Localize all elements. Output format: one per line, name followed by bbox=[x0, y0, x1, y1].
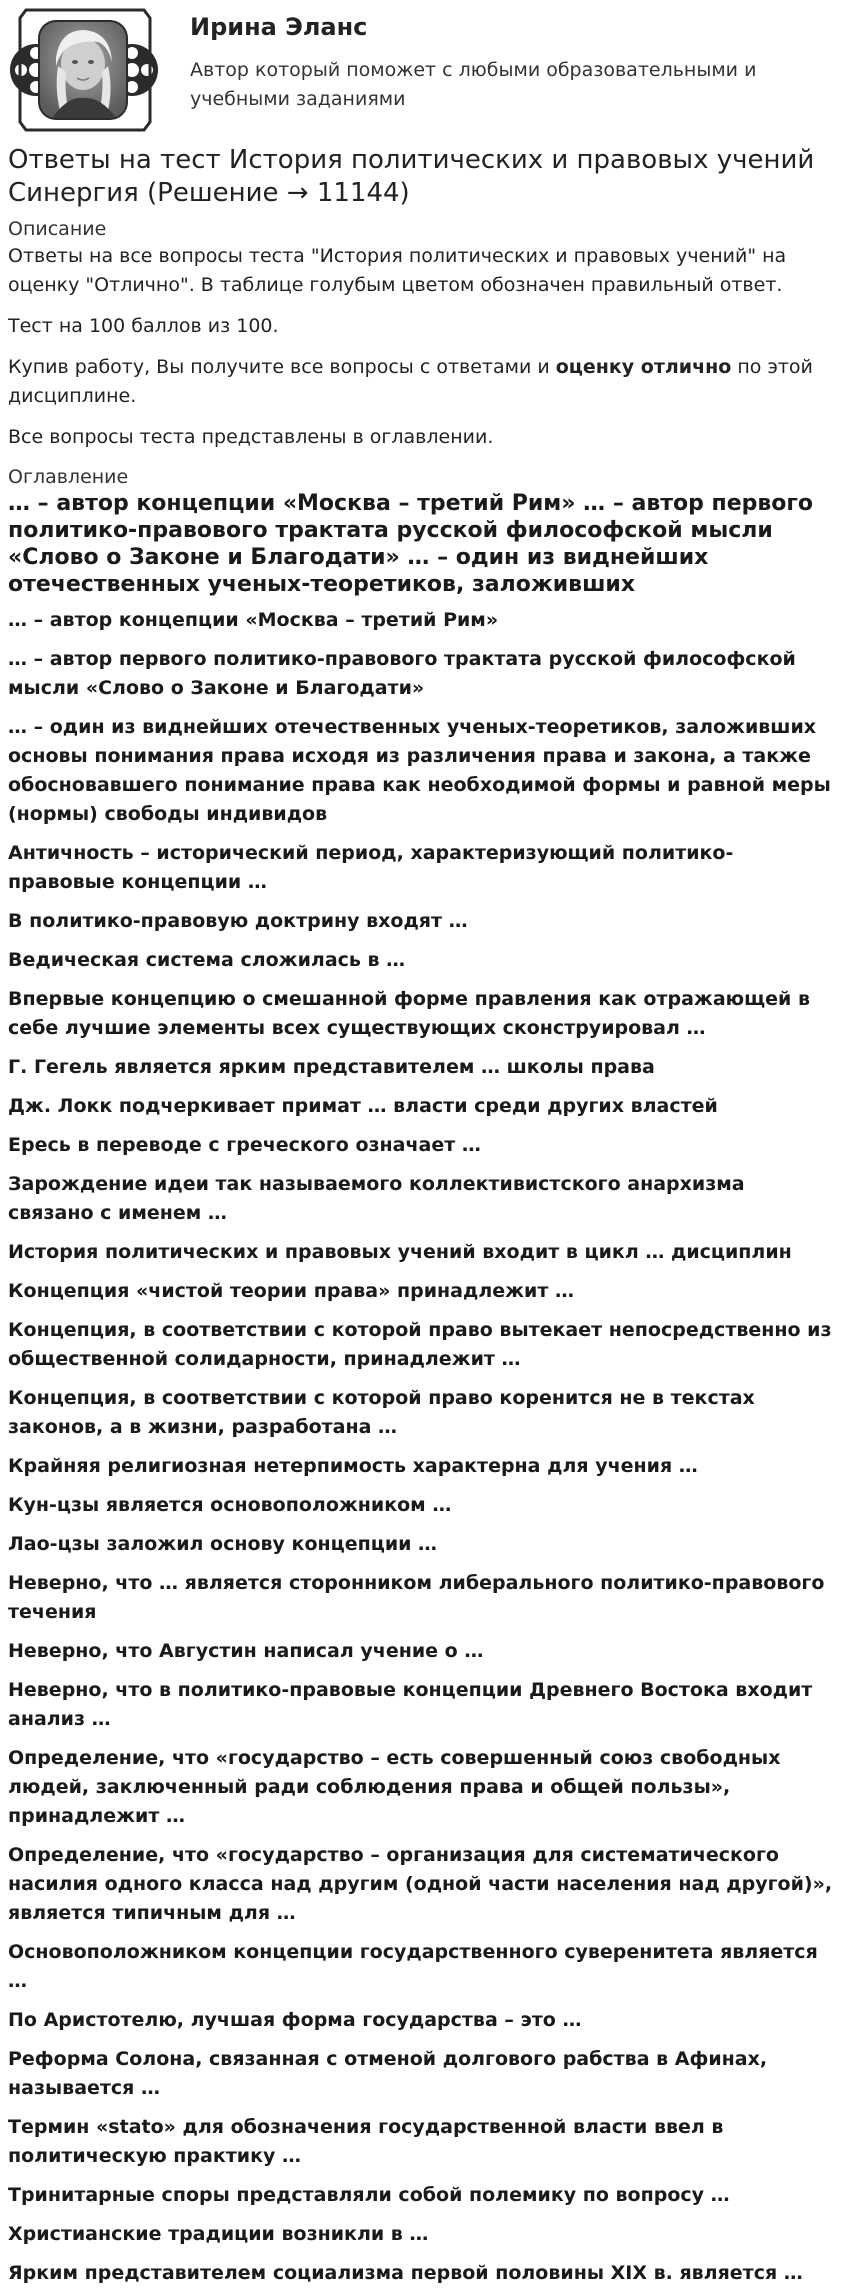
toc-list bbox=[8, 606, 835, 2288]
toc-item[interactable]: Г. Гегель является ярким представителем … школы права bbox=[8, 1056, 655, 1078]
toc-item[interactable]: Неверно, что в политико-правовые концепции Древнего Востока входит анализ … bbox=[8, 1679, 813, 1730]
toc-item[interactable]: Ведическая система сложилась в … bbox=[8, 949, 406, 971]
author-name[interactable]: Ирина Эланс bbox=[190, 13, 368, 41]
toc-item[interactable]: Зарождение идеи так называемого коллективистского анархизма связано с именем … bbox=[8, 1173, 745, 1224]
toc-item[interactable]: Лао-цзы заложил основу концепции … bbox=[8, 1533, 438, 1555]
toc-item[interactable]: Античность – исторический период, характеризующий политико-правовые концепции … bbox=[8, 842, 734, 893]
portrait-photo bbox=[40, 22, 126, 118]
toc-item[interactable]: Основоположником концепции государственного суверенитета является … bbox=[8, 1941, 818, 1992]
toc-item[interactable]: Ересь в переводе с греческого означает … bbox=[8, 1134, 481, 1156]
purchase-text bbox=[8, 353, 835, 411]
author-description: Автор который поможет с любыми образовательными и учебными заданиями bbox=[190, 59, 757, 110]
toc-item[interactable]: … – автор концепции «Москва – третий Рим» bbox=[8, 609, 499, 631]
author-card bbox=[8, 0, 835, 142]
description-text: Ответы на все вопросы теста "История политических и правовых учений" на оценку "Отлично". В таблице голубым цветом обозначен правильный ответ. bbox=[8, 245, 787, 296]
description-label: Описание bbox=[8, 218, 107, 240]
toc-item[interactable]: Неверно, что Августин написал учение о … bbox=[8, 1640, 484, 1662]
toc-note: Все вопросы теста представлены в оглавлении. bbox=[8, 426, 494, 448]
toc-item[interactable]: Крайняя религиозная нетерпимость характерна для учения … bbox=[8, 1455, 698, 1477]
toc-item[interactable]: Концепция, в соответствии с которой право коренится не в текстах законов, а в жизни, разработана … bbox=[8, 1387, 755, 1438]
toc-item[interactable]: … – автор первого политико-правового трактата русской философской мысли «Слово о Законе и Благодати» bbox=[8, 648, 796, 699]
purchase-text-bold: оценку отлично bbox=[555, 356, 732, 378]
toc-item[interactable]: Определение, что «государство – организация для систематического насилия одного класса над другим (одной части населения над другой)», является типичным для … bbox=[8, 1844, 833, 1924]
author-avatar[interactable] bbox=[8, 6, 160, 134]
toc-item[interactable]: Впервые концепцию о смешанной форме правления как отражающей в себе лучшие элементы всех существующих сконструировал … bbox=[8, 988, 810, 1039]
toc-item[interactable]: Концепция, в соответствии с которой право вытекает непосредственно из общественной солидарности, принадлежит … bbox=[8, 1319, 832, 1370]
toc-item[interactable]: Христианские традиции возникли в … bbox=[8, 2223, 429, 2245]
toc-item[interactable]: Определение, что «государство – есть совершенный союз свободных людей, заключенный ради соблюдения права и общей пользы», принадлежит … bbox=[8, 1747, 781, 1827]
toc-heading[interactable]: … – автор концепции «Москва – третий Рим» … – автор первого политико-правового трактата русской философской мысли «Слово о Законе и Благодати» … – один из виднейших отечественных ученых-теоретиков, заложивших bbox=[8, 491, 814, 597]
toc-item[interactable]: По Аристотелю, лучшая форма государства – это … bbox=[8, 2009, 582, 2031]
toc-item[interactable]: Ярким представителем социализма первой половины XIX в. является … bbox=[8, 2262, 803, 2284]
toc-item[interactable]: … – один из виднейших отечественных ученых-теоретиков, заложивших основы понимания права исходя из различения права и закона, а также обосновавшего понимание права как необходимой формы и равной меры (нормы) свободы индивидов bbox=[8, 716, 831, 825]
toc-item[interactable]: Кун-цзы является основоположником … bbox=[8, 1494, 452, 1516]
toc-item[interactable]: Тринитарные споры представляли собой полемику по вопросу … bbox=[8, 2184, 730, 2206]
toc-item[interactable]: Концепция «чистой теории права» принадлежит … bbox=[8, 1280, 574, 1302]
toc-item[interactable]: Реформа Солона, связанная с отменой долгового рабства в Афинах, называется … bbox=[8, 2048, 768, 2099]
purchase-text-before: Купив работу, Вы получите все вопросы с ответами и bbox=[8, 356, 556, 378]
toc-item[interactable]: Термин «stato» для обозначения государственной власти ввел в политическую практику … bbox=[8, 2116, 724, 2167]
score-text: Тест на 100 баллов из 100. bbox=[8, 315, 279, 337]
purchase-text-after: по этой дисциплине. bbox=[8, 356, 813, 407]
author-info bbox=[190, 6, 790, 114]
toc-item[interactable]: История политических и правовых учений входит в цикл … дисциплин bbox=[8, 1241, 792, 1263]
page-title: Ответы на тест История политических и правовых учений Синергия (Решение → 11144) bbox=[8, 145, 815, 208]
toc-label: Оглавление bbox=[8, 466, 129, 488]
toc-item[interactable]: В политико-правовую доктрину входят … bbox=[8, 910, 468, 932]
toc-item[interactable]: Неверно, что … является сторонником либерального политико-правового течения bbox=[8, 1572, 825, 1623]
toc-item[interactable]: Дж. Локк подчеркивает примат … власти среди других властей bbox=[8, 1095, 718, 1117]
